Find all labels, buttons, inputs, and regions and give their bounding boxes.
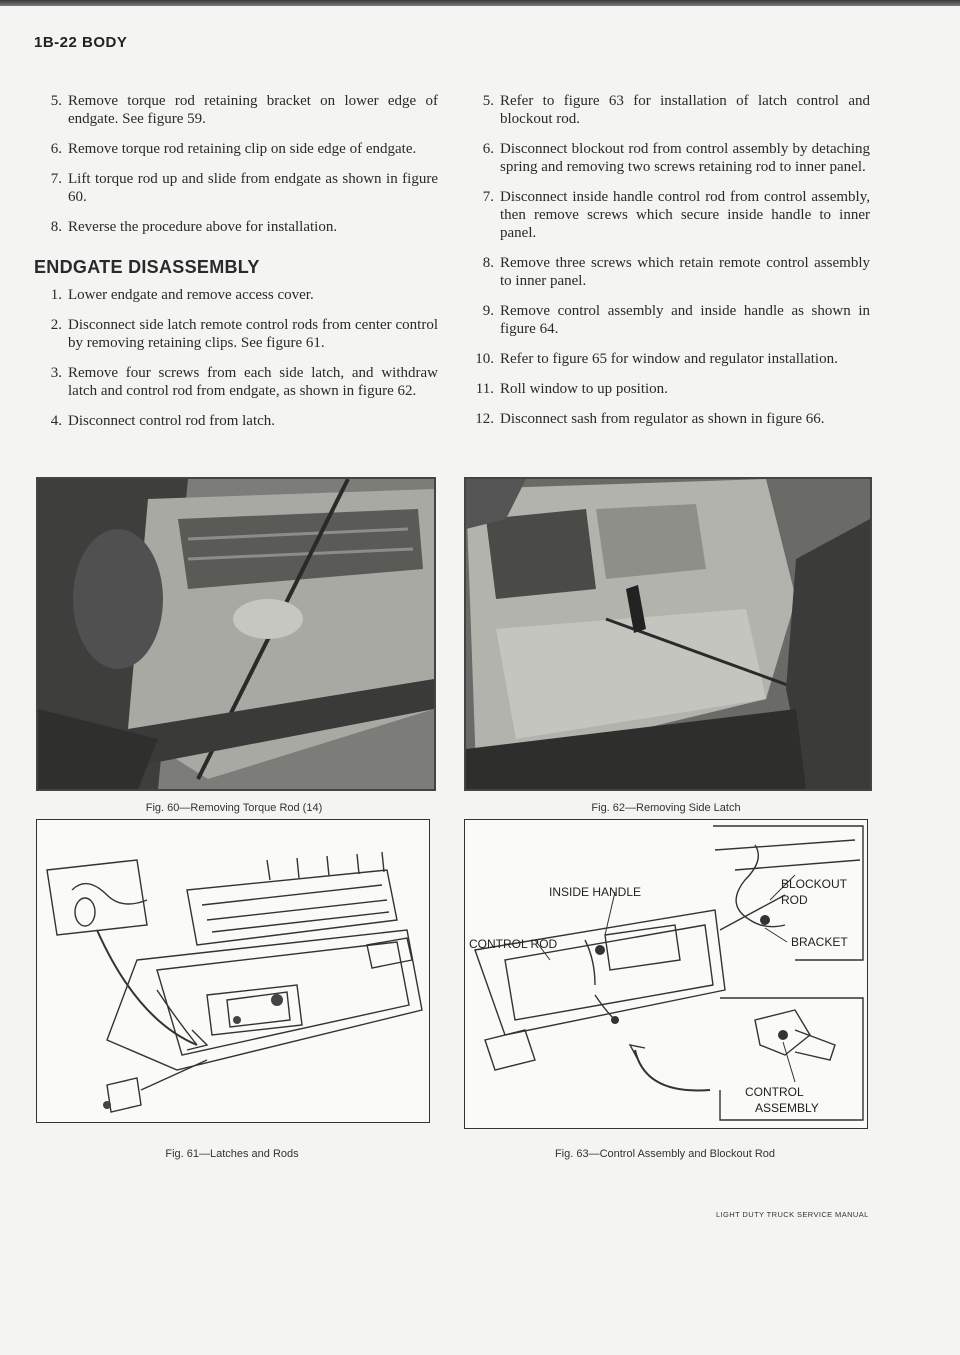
step-item: 5. Refer to figure 63 for installation of latch control and blockout rod. — [482, 93, 870, 127]
step-item: 8. Reverse the procedure above for installation. — [50, 219, 338, 235]
section-heading: ENDGATE DISASSEMBLY — [34, 257, 260, 277]
callout-control: CONTROL — [745, 1085, 804, 1099]
right-column — [470, 92, 870, 440]
step-item: 7. Disconnect inside handle control rod from control assembly, then remove screws which secure inside handle to inner panel. — [482, 189, 870, 241]
callout-inside-handle: INSIDE HANDLE — [549, 885, 642, 899]
figure-61-diagram — [36, 819, 430, 1123]
step-item: 2. Disconnect side latch remote control rods from center control by removing retaining clips. See figure 61. — [50, 317, 438, 351]
figure-62-photo — [464, 477, 872, 791]
figure-62-caption: Fig. 62—Removing Side Latch — [591, 802, 741, 814]
page-label: 1B-22 BODY — [34, 34, 128, 51]
step-item: 10. Refer to figure 65 for window and regulator installation. — [475, 351, 838, 367]
manual-title: LIGHT DUTY TRUCK SERVICE MANUAL — [716, 1210, 869, 1219]
top-rule — [0, 0, 960, 6]
torque-rod-photo — [38, 479, 434, 789]
callout-control-rod: CONTROL ROD — [469, 937, 558, 951]
step-item: 11. Roll window to up position. — [475, 381, 668, 397]
callout-bracket: BRACKET — [791, 935, 848, 949]
step-item: 12. Disconnect sash from regulator as shown in figure 66. — [475, 411, 825, 427]
step-item: 5. Remove torque rod retaining bracket on lower edge of endgate. See figure 59. — [50, 93, 438, 127]
step-item: 1. Lower endgate and remove access cover. — [50, 287, 314, 303]
step-item: 7. Lift torque rod up and slide from endgate as shown in figure 60. — [50, 171, 438, 205]
left-column — [34, 92, 438, 442]
step-item: 8. Remove three screws which retain remote control assembly to inner panel. — [482, 255, 870, 289]
figure-63-diagram — [464, 819, 868, 1129]
side-latch-photo — [466, 479, 870, 789]
figure-61-caption: Fig. 61—Latches and Rods — [165, 1148, 299, 1160]
step-item: 4. Disconnect control rod from latch. — [50, 413, 276, 429]
callout-rod: ROD — [781, 893, 808, 907]
step-item: 3. Remove four screws from each side latch, and withdraw latch and control rod from endgate, as shown in figure 62. — [50, 365, 438, 399]
callout-assembly: ASSEMBLY — [755, 1101, 819, 1115]
figure-60-caption: Fig. 60—Removing Torque Rod (14) — [145, 802, 323, 814]
callout-blockout: BLOCKOUT — [781, 877, 848, 891]
control-assembly-diagram — [465, 820, 867, 1128]
latches-and-rods-diagram — [37, 820, 429, 1122]
figure-63-caption: Fig. 63—Control Assembly and Blockout Rod — [554, 1148, 776, 1160]
step-item: 9. Remove control assembly and inside handle as shown in figure 64. — [482, 303, 870, 337]
step-item: 6. Remove torque rod retaining clip on side edge of endgate. — [50, 141, 417, 157]
step-item: 6. Disconnect blockout rod from control assembly by detaching spring and removing two screws retaining rod to inner panel. — [482, 141, 870, 175]
figure-60-photo — [36, 477, 436, 791]
